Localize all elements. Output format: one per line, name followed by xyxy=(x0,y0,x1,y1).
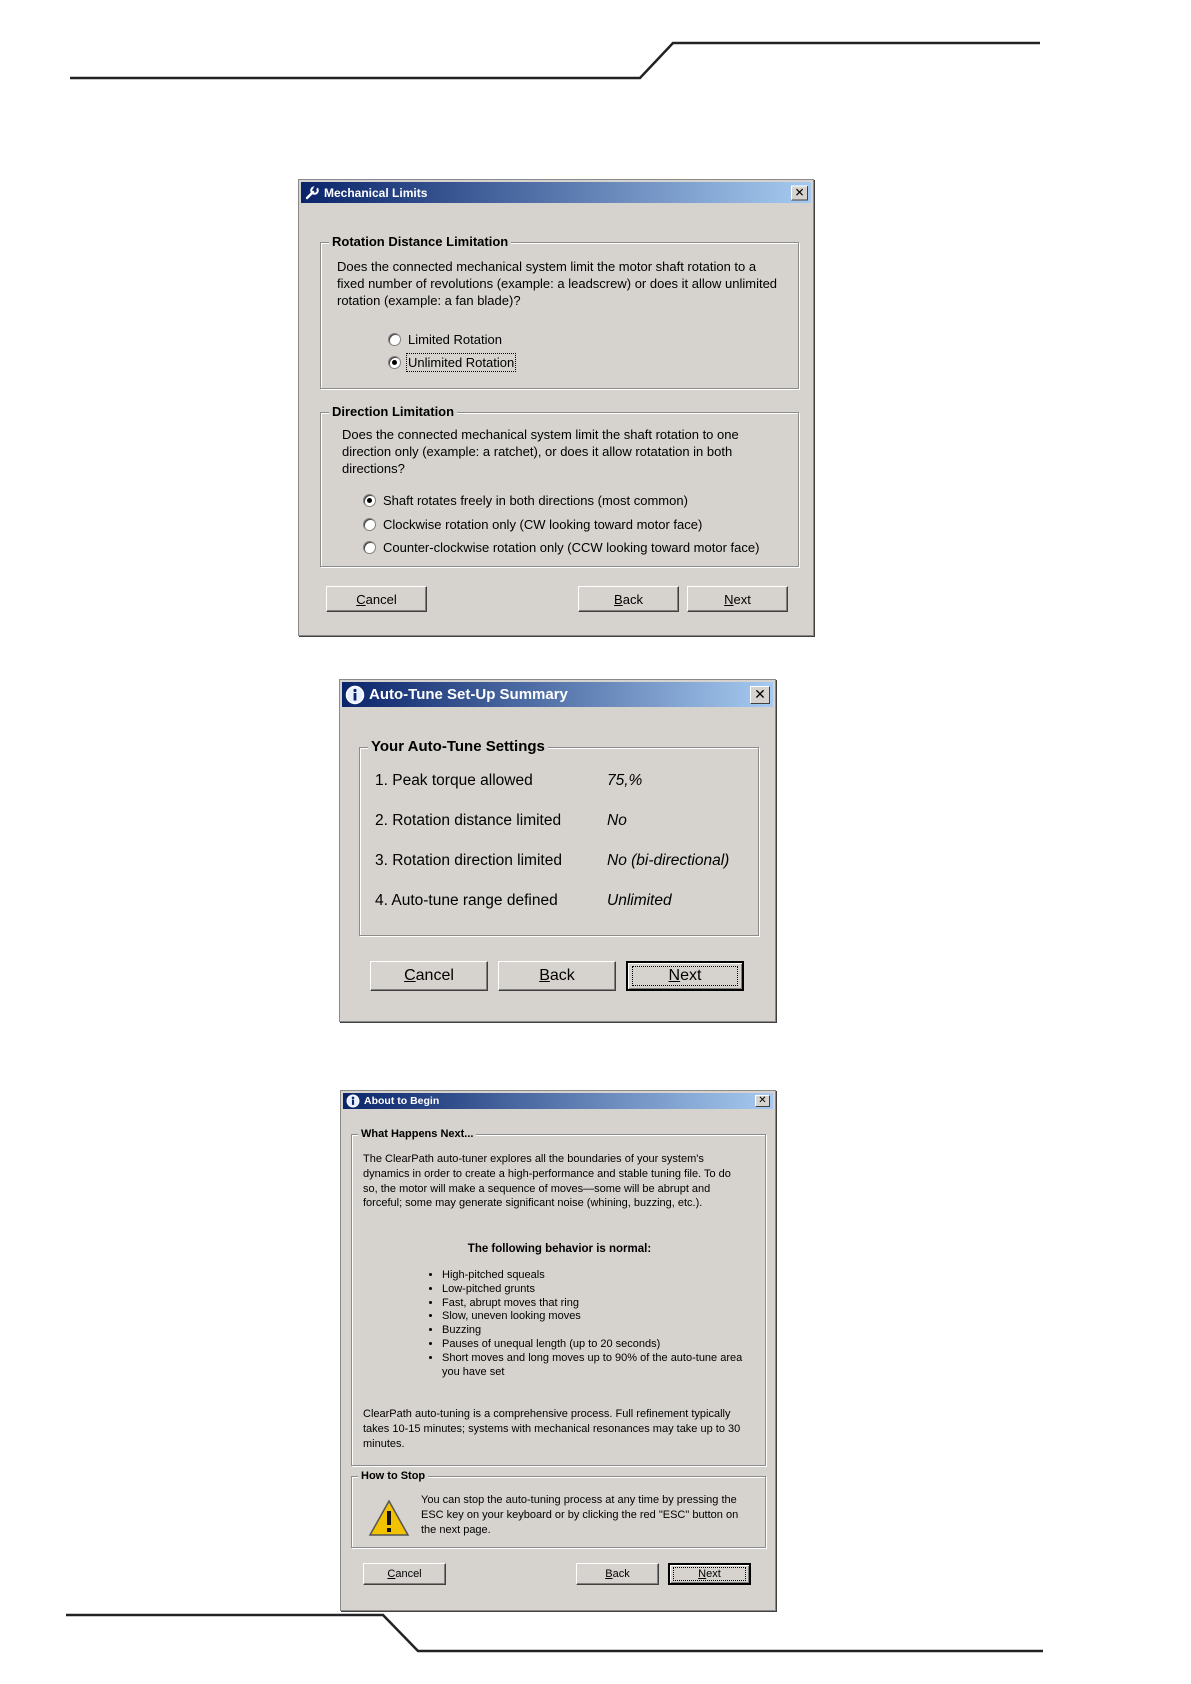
mnemonic: N xyxy=(668,967,681,984)
mnemonic: C xyxy=(356,591,366,607)
button-label: ancel xyxy=(415,967,454,984)
back-button[interactable] xyxy=(498,961,616,991)
button-label: ext xyxy=(706,1568,721,1580)
back-button[interactable] xyxy=(578,586,679,612)
button-label: ext xyxy=(680,967,702,984)
auto-tune-summary-dialog xyxy=(339,679,776,1022)
auto-tune-settings-group xyxy=(359,738,759,936)
radio-label: Clockwise rotation only (CW looking toward motor face) xyxy=(383,517,703,532)
close-icon[interactable]: ✕ xyxy=(791,185,808,200)
behavior-list xyxy=(428,1269,762,1379)
cancel-button[interactable] xyxy=(326,586,427,612)
limited-rotation-radio[interactable] xyxy=(388,332,502,347)
setting-label: 3. Rotation direction limited xyxy=(375,852,562,869)
mnemonic: B xyxy=(539,967,550,984)
title-bar xyxy=(301,182,811,203)
radio-label: Shaft rotates freely in both directions (most common) xyxy=(383,493,688,508)
list-item: • Pauses of unequal length (up to 20 seconds) xyxy=(442,1338,762,1352)
rotation-distance-group xyxy=(320,234,799,389)
radio-label: Counter-clockwise rotation only (CCW looking toward motor face) xyxy=(383,540,760,555)
mechanical-limits-dialog xyxy=(298,179,814,636)
mnemonic: N xyxy=(724,591,734,607)
wrench-icon xyxy=(304,185,320,201)
mnemonic: B xyxy=(614,591,623,607)
mnemonic: B xyxy=(605,1568,613,1580)
how-to-stop-group xyxy=(351,1470,766,1548)
radio-label: Unlimited Rotation xyxy=(408,355,515,370)
title-bar xyxy=(343,1093,773,1109)
setting-label: 4. Auto-tune range defined xyxy=(375,892,558,909)
cancel-button[interactable] xyxy=(370,961,488,991)
group-legend: Direction Limitation xyxy=(329,404,457,420)
radio-button[interactable] xyxy=(388,333,401,346)
back-button[interactable] xyxy=(576,1563,659,1585)
group-legend: What Happens Next... xyxy=(358,1127,476,1141)
about-to-begin-dialog xyxy=(340,1090,776,1611)
how-to-stop-text: You can stop the auto-tuning process at any time by pressing the ESC key on your keyboard or by clicking the red "ESC" button on the next page. xyxy=(421,1494,739,1536)
radio-label: Limited Rotation xyxy=(408,332,502,347)
info-icon xyxy=(346,1094,360,1108)
group-legend: Your Auto-Tune Settings xyxy=(368,738,548,756)
setting-value: No xyxy=(607,812,627,829)
next-button[interactable] xyxy=(626,961,744,991)
title-bar xyxy=(342,682,773,707)
direction-question: Does the connected mechanical system limit the shaft rotation to one direction only (example: a ratchet), or does it allow rotatation in both directions? xyxy=(342,427,739,476)
warning-icon xyxy=(368,1499,410,1542)
mnemonic: N xyxy=(698,1568,707,1580)
dialog-title: Mechanical Limits xyxy=(324,185,428,200)
button-label: ack xyxy=(612,1568,630,1580)
mnemonic: C xyxy=(404,967,416,984)
setting-value: No (bi-directional) xyxy=(607,852,730,869)
group-legend: How to Stop xyxy=(358,1469,428,1483)
setting-value: Unlimited xyxy=(607,892,672,909)
dialog-title: Auto-Tune Set-Up Summary xyxy=(369,686,568,703)
next-button[interactable] xyxy=(668,1563,751,1585)
normal-behavior-heading: The following behavior is normal: xyxy=(467,1243,652,1255)
setting-value: 75,% xyxy=(607,772,643,789)
both-directions-radio[interactable] xyxy=(363,493,688,508)
group-legend: Rotation Distance Limitation xyxy=(329,234,511,250)
button-label: ack xyxy=(622,591,643,607)
list-item: • High-pitched squeals xyxy=(442,1269,762,1283)
direction-limitation-group xyxy=(320,404,799,567)
info-icon xyxy=(345,685,365,705)
button-label: ext xyxy=(733,591,751,607)
list-item: • Fast, abrupt moves that ring xyxy=(442,1297,762,1311)
setting-label: 2. Rotation distance limited xyxy=(375,812,562,829)
list-item: • Slow, uneven looking moves xyxy=(442,1310,762,1324)
intro-paragraph: The ClearPath auto-tuner explores all the boundaries of your system's dynamics in order to create a high-performance and stable tuning file. To do so, the motor will make a sequence of moves—some will be abrupt and forceful; some may generate significant noise (whining, buzzing, etc.). xyxy=(363,1153,731,1210)
setting-label: 1. Peak torque allowed xyxy=(375,772,533,789)
list-item: • Buzzing xyxy=(442,1324,762,1338)
closing-paragraph: ClearPath auto-tuning is a comprehensive process. Full refinement typically takes 10-15 minutes; systems with mechanical resonances may take up to 30 minutes. xyxy=(363,1408,741,1450)
radio-button[interactable] xyxy=(388,356,401,369)
unlimited-rotation-radio[interactable] xyxy=(388,355,514,370)
radio-button[interactable] xyxy=(363,541,376,554)
cancel-button[interactable] xyxy=(363,1563,446,1585)
radio-button[interactable] xyxy=(363,518,376,531)
button-label: ack xyxy=(549,967,575,984)
clockwise-only-radio[interactable] xyxy=(363,517,702,532)
mnemonic: C xyxy=(387,1568,396,1580)
next-button[interactable] xyxy=(687,586,788,612)
counter-clockwise-only-radio[interactable] xyxy=(363,540,759,555)
rotation-distance-question: Does the connected mechanical system limit the motor shaft rotation to a fixed number of revolutions (example: a leadscrew) or does it allow unlimited rotation (example: a fan blade)? xyxy=(337,259,778,308)
button-label: ancel xyxy=(395,1568,422,1580)
close-icon[interactable]: ✕ xyxy=(755,1095,770,1107)
button-label: ancel xyxy=(365,591,397,607)
list-item: • Low-pitched grunts xyxy=(442,1283,762,1297)
close-icon[interactable]: ✕ xyxy=(750,686,770,704)
what-happens-next-group xyxy=(351,1128,766,1466)
radio-button[interactable] xyxy=(363,494,376,507)
list-item: • Short moves and long moves up to 90% of the auto-tune area you have set xyxy=(442,1352,762,1380)
dialog-title: About to Begin xyxy=(364,1095,440,1107)
